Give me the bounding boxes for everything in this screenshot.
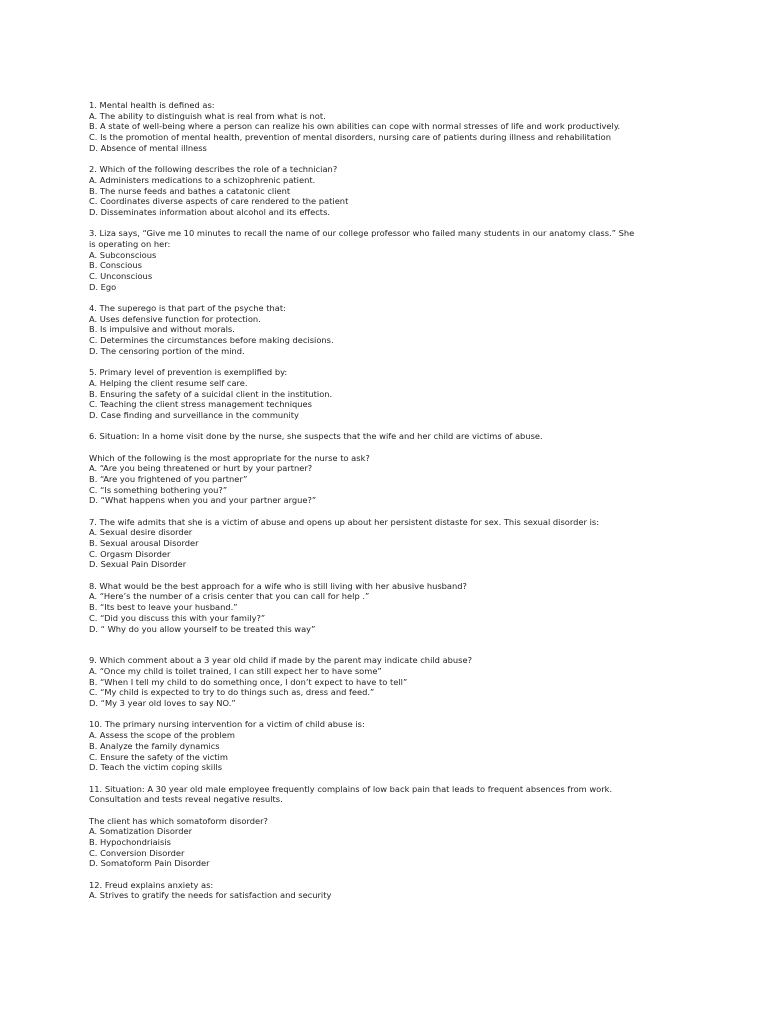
option-a: A. “Here’s the number of a crisis center that you can call for help .” [89,591,370,602]
question-text: 2. Which of the following describes the role of a technician? [89,164,338,175]
question-text: The client has which somatoform disorder? [89,815,268,826]
option-c: C. Conversion Disorder [89,847,185,858]
question-text: 5. Primary level of prevention is exemplified by: [89,367,288,378]
option-c: C. Teaching the client stress management techniques [89,399,312,410]
option-d: D. Teach the victim coping skills [89,762,223,773]
option-b: B. The nurse feeds and bathes a catatonic client [89,185,291,196]
option-b: B. Conscious [89,260,142,271]
option-a: A. Somatization Disorder [89,826,192,837]
question-text: 7. The wife admits that she is a victim of abuse and opens up about her persistent distaste for sex. This sexual disorder is: [89,516,599,527]
option-c: C. Orgasm Disorder [89,548,171,559]
question-9 [89,655,689,709]
option-c: C. “Did you discuss this with your family?” [89,612,266,623]
option-d: D. Sexual Pain Disorder [89,559,187,570]
question-12 [89,880,689,901]
question-text: 8. What would be the best approach for a wife who is still living with her abusive husband? [89,580,467,591]
option-c: C. Unconscious [89,271,153,282]
option-d: D. Absence of mental illness [89,142,207,153]
question-text: 12. Freud explains anxiety as: [89,879,214,890]
option-a: A. Strives to gratify the needs for satisfaction and security [89,890,332,901]
option-b: B. Hypochondriaisis [89,836,171,847]
option-b: B. Ensuring the safety of a suicidal client in the institution. [89,388,333,399]
option-c: C. “Is something bothering you?” [89,484,228,495]
situation-text: 6. Situation: In a home visit done by the nurse, she suspects that the wife and her child are victims of abuse. [89,431,543,442]
question-3 [89,228,689,292]
question-8 [89,581,689,635]
question-text: 3. Liza says, “Give me 10 minutes to recall the name of our college professor who failed many students in our anatomy class.” She [89,228,635,239]
option-d: D. Somatoform Pain Disorder [89,858,210,869]
option-b: B. Is impulsive and without morals. [89,324,235,335]
question-6 [89,453,689,507]
option-b: B. Sexual arousal Disorder [89,538,199,549]
question-text: 9. Which comment about a 3 year old child if made by the parent may indicate child abuse? [89,655,473,666]
situation-text-continued: Consultation and tests reveal negative results. [89,794,283,805]
question-text: 1. Mental health is defined as: [89,100,215,110]
question-2 [89,164,689,218]
option-a: A. Administers medications to a schizophrenic patient. [89,174,316,185]
option-a: A. Sexual desire disorder [89,527,193,538]
question-text: 10. The primary nursing intervention for a victim of child abuse is: [89,719,365,730]
option-a: A. The ability to distinguish what is real from what is not. [89,110,326,121]
question-7 [89,517,689,571]
option-c: C. Determines the circumstances before making decisions. [89,335,334,346]
option-a: A. Assess the scope of the problem [89,730,235,741]
question-6-situation [89,431,689,442]
situation-text: 11. Situation: A 30 year old male employee frequently complains of low back pain that leads to frequent absences from work. [89,783,613,794]
question-11-situation [89,784,689,805]
option-a: A. Uses defensive function for protection. [89,313,261,324]
option-b: B. A state of well-being where a person can realize his own abilities can cope with normal stresses of life and work productively. [89,121,621,132]
option-d: D. The censoring portion of the mind. [89,345,245,356]
question-text: 4. The superego is that part of the psyche that: [89,303,286,314]
option-b: B. “When I tell my child to do something once, I don’t expect to have to tell” [89,676,408,687]
option-b: B. “Its best to leave your husband.” [89,602,238,613]
question-text-continued: is operating on her: [89,238,171,249]
option-d: D. “My 3 year old loves to say NO.” [89,698,236,709]
question-10 [89,719,689,773]
option-d: D. “What happens when you and your partner argue?” [89,495,317,506]
option-d: D. Disseminates information about alcohol and its effects. [89,206,331,217]
question-text: Which of the following is the most appropriate for the nurse to ask? [89,452,370,463]
option-c: C. Ensure the safety of the victim [89,751,228,762]
question-5 [89,367,689,421]
option-b: B. “Are you frightened of you partner” [89,473,248,484]
option-a: A. “Once my child is toilet trained, I can still expect her to have some” [89,665,382,676]
question-1 [89,100,689,154]
question-4 [89,303,689,357]
option-c: C. “My child is expected to try to do things such as, dress and feed.” [89,687,375,698]
option-d: D. Ego [89,281,117,292]
question-11 [89,816,689,870]
option-c: C. Is the promotion of mental health, prevention of mental disorders, nursing care of patients during illness and rehabilitation [89,132,612,143]
option-b: B. Analyze the family dynamics [89,740,220,751]
option-c: C. Coordinates diverse aspects of care rendered to the patient [89,196,349,207]
option-a: A. Helping the client resume self care. [89,377,248,388]
option-d: D. Case finding and surveillance in the community [89,409,299,420]
document-page [89,100,689,912]
option-d: D. “ Why do you allow yourself to be treated this way” [89,623,316,634]
option-a: A. “Are you being threatened or hurt by your partner? [89,463,313,474]
option-a: A. Subconscious [89,249,157,260]
